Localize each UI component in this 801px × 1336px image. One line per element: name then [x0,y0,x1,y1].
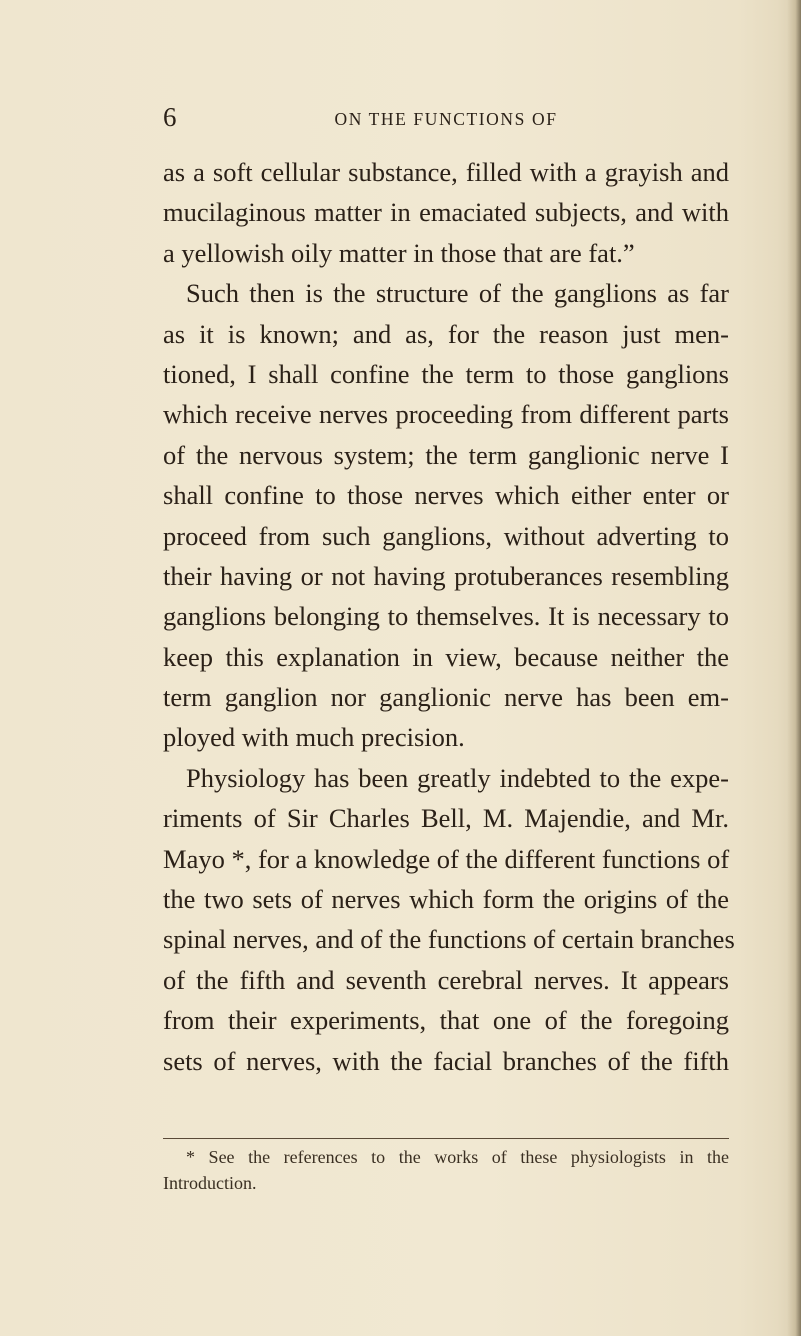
footnote-rule [163,1138,729,1139]
text-line: term ganglion nor ganglionic nerve has been em- [163,682,729,713]
text-line: of the nervous system; the term ganglionic nerve I [163,439,729,470]
text-line: ployed with much precision. [163,722,465,753]
page-number: 6 [163,102,177,132]
text-line: keep this explanation in view, because neither the [163,641,729,672]
page-header [163,100,729,134]
text-line: the two sets of nerves which form the origins of the [163,884,729,915]
text-line: from their experiments, that one of the foregoing [163,1005,729,1036]
text-line: of the fifth and seventh cerebral nerves. It appears [163,964,729,995]
paragraph-start-line: Such then is the structure of the ganglions as far [186,278,729,309]
body-text [163,152,735,1081]
paragraph-start-line: Physiology has been greatly indebted to the expe- [186,762,729,793]
footnote-line: Introduction. [163,1173,257,1193]
text-line: Mayo *, for a knowledge of the different functions of [163,843,730,874]
text-line: shall confine to those nerves which either enter or [163,480,729,511]
text-line: as it is known; and as, for the reason just men- [163,318,729,349]
text-line: riments of Sir Charles Bell, M. Majendie, and Mr. [163,803,729,834]
text-line: a yellowish oily matter in those that are fat.” [163,237,635,268]
text-line: ganglions belonging to themselves. It is necessary to [163,601,729,632]
text-line: sets of nerves, with the facial branches of the fifth [163,1045,729,1076]
text-line: tioned, I shall confine the term to those ganglions [163,358,729,389]
text-line: as a soft cellular substance, filled with a grayish and [163,157,729,187]
running-head: ON THE FUNCTIONS OF [334,109,558,129]
text-line: their having or not having protuberances resembling [163,560,729,591]
text-line: spinal nerves, and of the functions of certain branches [163,924,735,955]
footnote-line: * See the references to the works of these physiologists in the [186,1147,729,1167]
page-edge-shadow [787,0,801,1336]
text-line: proceed from such ganglions, without adverting to [163,520,729,551]
text-line: mucilaginous matter in emaciated subjects, and with [163,197,729,228]
footnote [163,1144,729,1196]
text-line: which receive nerves proceeding from different parts [163,399,729,430]
